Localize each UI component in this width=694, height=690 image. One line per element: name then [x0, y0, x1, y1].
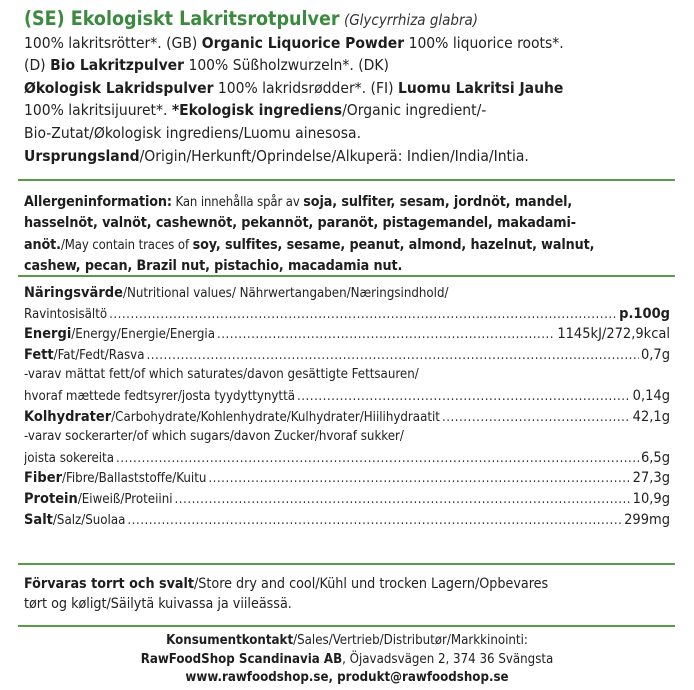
nutrient-translations: -varav mättat fett/of which saturates/davon gesättigte Fettsauren/	[24, 367, 419, 383]
divider	[18, 179, 675, 181]
nutrient-value: 0,7g	[640, 346, 670, 363]
per-value: p.100g	[619, 305, 670, 322]
fi-product-name: Luomu Lakritsi Jauhe	[397, 78, 564, 97]
nutrient-translations: hvoraf mættede fedtsyrer/josta tyydyttynyttä	[24, 388, 295, 404]
title-line	[24, 8, 679, 32]
description-line-2: (D) Bio Lakritzpulver 100% Süßholzwurzeln*. (DK)	[24, 56, 389, 75]
nutrient-translations: /Fat/Fedt/Rasva	[53, 347, 145, 363]
nutrient-name: Fiber	[24, 470, 63, 487]
description-line-4: 100% lakritsijuuret*. *Ekologisk ingrediens/Organic ingredient/-	[24, 101, 487, 120]
de-product-name: Bio Lakritzpulver	[50, 56, 185, 75]
leader-dots	[217, 327, 555, 342]
nutrient-value: 1145kJ/272,9kcal	[557, 326, 670, 343]
leader-dots	[109, 307, 617, 322]
product-title: (SE) Ekologiskt Lakritsrotpulver	[24, 7, 340, 30]
allergen-information: Allergeninformation: Kan innehålla spår av soja, sulfiter, sesam, jordnöt, mandel, hasselnöt, valnöt, cashewnöt, pekannöt, paranöt, pistagemandel, makadami- anöt./May contain traces of soy, sulfites, sesame, peanut, almond, hazelnut, walnut, cashew, pecan, Brazil nut, pistachio, macadamia nut.	[24, 194, 595, 274]
divider	[18, 625, 675, 627]
nutrient-translations: /Fibre/Ballaststoffe/Kuitu	[62, 471, 207, 487]
description-line-1: 100% lakritsrötter*. (GB) Organic Liquorice Powder 100% liquorice roots*.	[24, 33, 564, 52]
nutrient-value: 6,5g	[640, 449, 670, 466]
divider	[18, 563, 675, 565]
nutrient-translations: -varav sockerarter/of which sugars/davon Zucker/hvoraf sukker/	[24, 429, 404, 445]
leader-dots	[175, 492, 631, 507]
origin-label: Ursprungsland	[24, 146, 140, 165]
nutrient-translations: /Energy/Energie/Energia	[71, 327, 215, 343]
nutrient-translations: /Carbohydrate/Kohlenhydrate/Kulhydrater/Hiilihydraatit	[111, 409, 440, 425]
allergen-label: Allergeninformation:	[24, 194, 172, 210]
consumer-contact: Konsumentkontakt/Sales/Vertrieb/Distributør/Markkinointi: RawFoodShop Scandinavia AB, Öjavadsvägen 2, 374 36 Svängsta www.rawfoodshop.se, produkt@rawfoodshop.se	[140, 633, 554, 685]
nutrition-per-row: Ravintosisältö ..... p.100g	[24, 306, 670, 327]
leader-dots	[208, 471, 630, 486]
organic-label: *Ekologisk ingrediens	[171, 101, 343, 120]
nutrition-row	[24, 429, 670, 450]
nutrition-row	[24, 347, 670, 368]
storage-label: Förvaras torrt och svalt	[24, 576, 194, 592]
nutrient-name: Protein	[24, 490, 78, 507]
contact-label: Konsumentkontakt	[166, 633, 294, 648]
nutrition-row	[24, 326, 670, 347]
nutrition-row	[24, 512, 670, 533]
storage-instructions: Förvaras torrt och svalt/Store dry and cool/Kühl und trocken Lagern/Opbevares tørt og køligt/Säilytä kuivassa ja viileässä.	[24, 576, 549, 612]
nutrition-heading: Näringsvärde/Nutritional values/ Nährwertangaben/Næringsindhold/	[24, 285, 449, 301]
leader-dots	[297, 389, 631, 404]
leader-dots	[442, 410, 631, 425]
nutrient-name: Kolhydrater	[24, 408, 112, 425]
latin-name: (Glycyrrhiza glabra)	[343, 11, 479, 29]
leader-dots	[127, 513, 622, 528]
nutrient-name: Salt	[24, 511, 53, 528]
nutrient-translations: joista sokereita	[24, 450, 114, 466]
nutrition-row	[24, 470, 670, 491]
leader-dots	[146, 348, 639, 363]
dk-product-name: Økologisk Lakridspulver	[24, 78, 214, 97]
nutrition-row	[24, 491, 670, 512]
nutrition-table	[24, 285, 670, 532]
nutrient-name: Fett	[24, 346, 54, 363]
description-line-3: Økologisk Lakridspulver 100% lakridsrødder*. (FI) Luomu Lakritsi Jauhe	[24, 78, 564, 97]
nutrient-value: 0,14g	[632, 387, 670, 404]
nutrient-value: 10,9g	[632, 490, 670, 507]
nutrient-translations: /Salz/Suolaa	[52, 512, 126, 528]
company-address: , Öjavadsvägen 2, 374 36 Svängsta	[342, 651, 554, 667]
nutrient-value: 42,1g	[632, 408, 670, 425]
nutrient-value: 299mg	[624, 511, 670, 528]
product-description	[24, 8, 679, 167]
nutrition-row	[24, 367, 670, 388]
origin-line: Ursprungsland/Origin/Herkunft/Oprindelse/Alkuperä: Indien/India/Intia.	[24, 146, 529, 165]
nutrition-row	[24, 409, 670, 430]
gb-product-name: Organic Liquorice Powder	[201, 33, 405, 52]
nutrient-translations: /Eiweiß/Proteiini	[77, 491, 173, 507]
nutrition-row	[24, 450, 670, 471]
leader-dots	[116, 451, 639, 466]
nutrition-rows	[24, 326, 670, 532]
nutrient-name: Energi	[24, 326, 72, 343]
nutrition-row	[24, 388, 670, 409]
nutrient-value: 27,3g	[632, 470, 670, 487]
divider	[18, 275, 675, 277]
description-line-5: Bio-Zutat/Økologisk ingrediens/Luomu ainesosa.	[24, 123, 362, 142]
web-email: www.rawfoodshop.se, produkt@rawfoodshop.se	[185, 670, 509, 685]
company-name: RawFoodShop Scandinavia AB	[140, 651, 343, 667]
